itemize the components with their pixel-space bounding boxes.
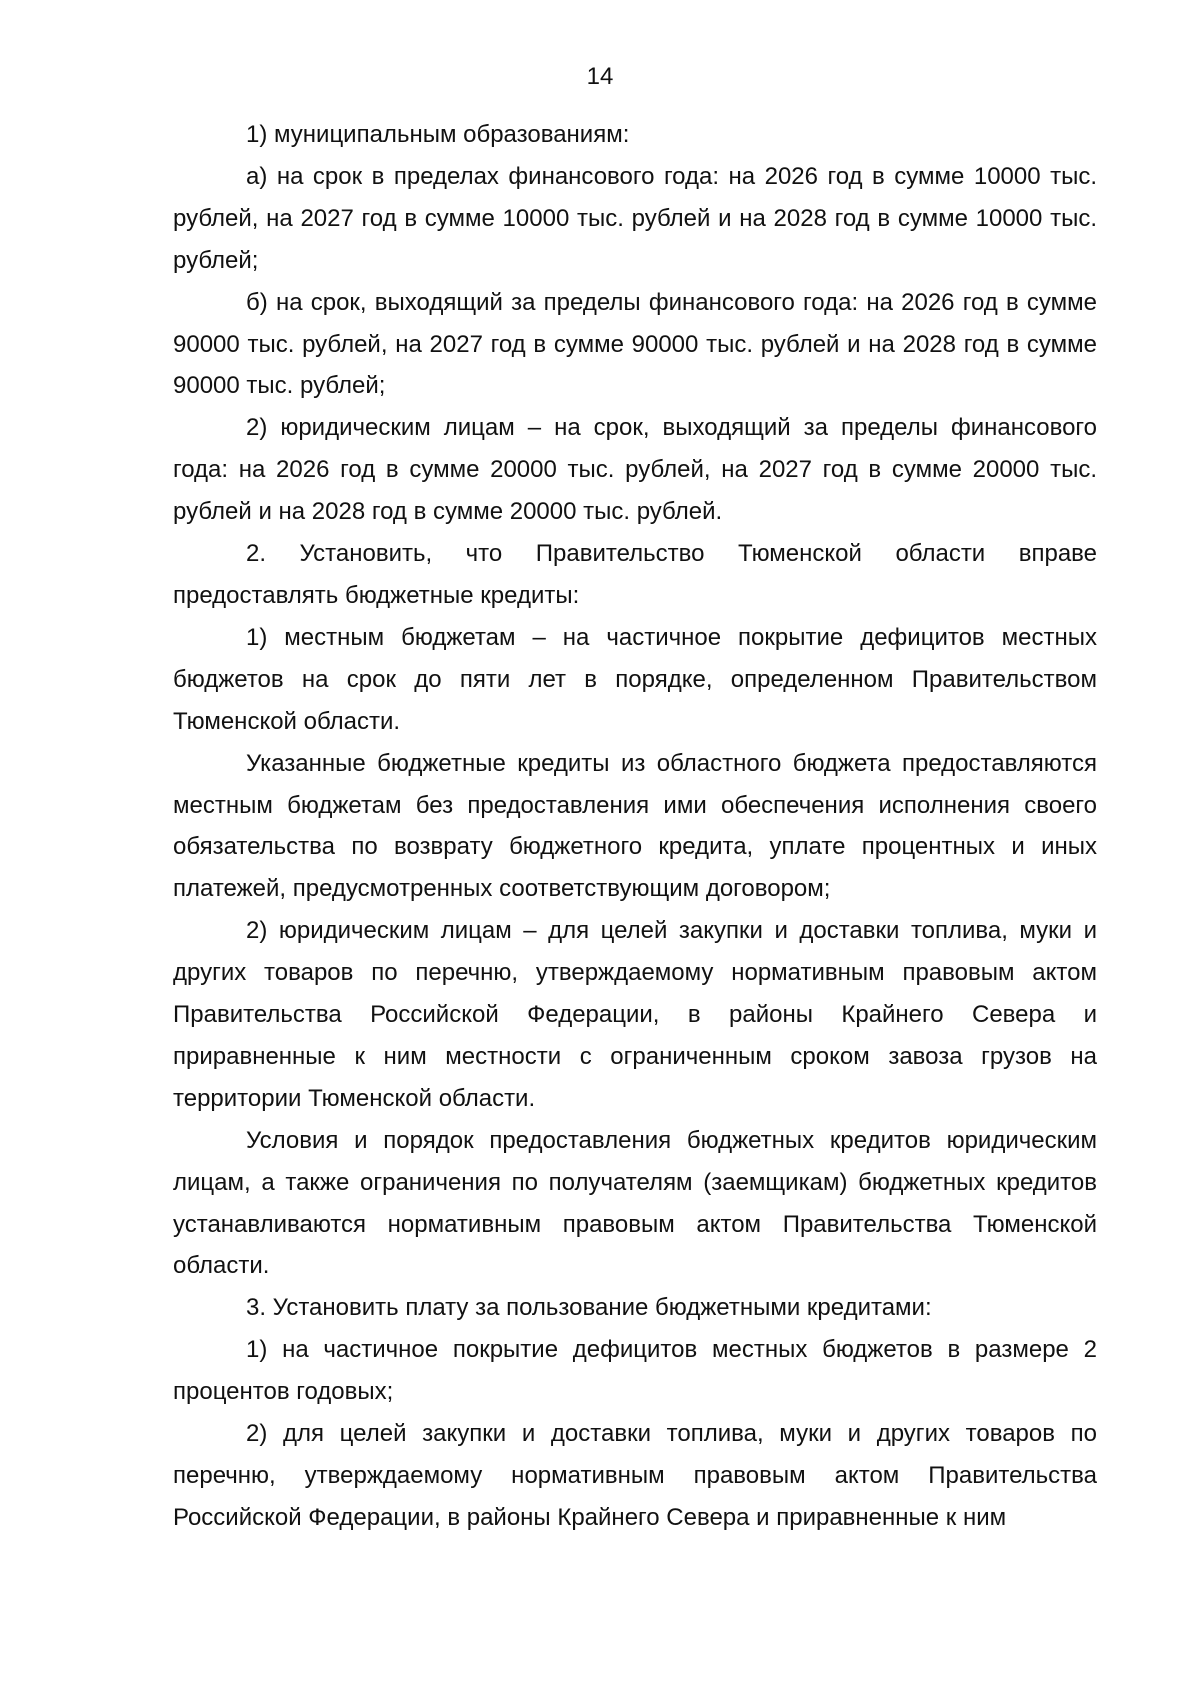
- paragraph: Указанные бюджетные кредиты из областного бюджета предоставляются местным бюджетам без предоставления ими обеспечения исполнения своего обязательства по возврату бюджетного кредита, уплате процентных и иных платежей, предусмотренных соответствующим договором;: [173, 749, 1097, 903]
- paragraph: б) на срок, выходящий за пределы финансового года: на 2026 год в сумме 90000 тыс. рублей, на 2027 год в сумме 90000 тыс. рублей и на 2028 год в сумме 90000 тыс. рублей;: [173, 288, 1097, 400]
- paragraph: 2) для целей закупки и доставки топлива, муки и других товаров по перечню, утверждаемому нормативным правовым актом Правительства Российской Федерации, в районы Крайнего Севера и приравненные к ним: [173, 1420, 1097, 1531]
- paragraph: 1) местным бюджетам – на частичное покрытие дефицитов местных бюджетов на срок до пяти лет в порядке, определенном Правительством Тюменской области.: [173, 623, 1097, 735]
- paragraph: 1) муниципальным образованиям:: [246, 121, 630, 148]
- paragraph: 2) юридическим лицам – на срок, выходящий за пределы финансового года: на 2026 год в сумме 20000 тыс. рублей, на 2027 год в сумме 20000 тыс. рублей и на 2028 год в сумме 20000 тыс. рублей.: [173, 414, 1097, 526]
- paragraph: 2. Установить, что Правительство Тюменской области вправе предоставлять бюджетные кредиты:: [173, 540, 1097, 609]
- paragraph: 2) юридическим лицам – для целей закупки и доставки топлива, муки и других товаров по перечню, утверждаемому нормативным правовым актом Правительства Российской Федерации, в районы Крайнего Севера и приравненные к ним местности с ограниченным сроком завоза грузов на территории Тюменской области.: [173, 917, 1097, 1112]
- paragraph: 1) на частичное покрытие дефицитов местных бюджетов в размере 2 процентов годовых;: [173, 1336, 1097, 1406]
- paragraph: а) на срок в пределах финансового года: на 2026 год в сумме 10000 тыс. рублей, на 2027 год в сумме 10000 тыс. рублей и на 2028 год в сумме 10000 тыс. рублей;: [173, 162, 1097, 274]
- document-body: [173, 114, 1097, 1539]
- paragraph: 3. Установить плату за пользование бюджетными кредитами:: [246, 1294, 932, 1322]
- paragraph: Условия и порядок предоставления бюджетных кредитов юридическим лицам, а также ограничения по получателям (заемщикам) бюджетных кредитов устанавливаются нормативным правовым актом Правительства Тюменской области.: [173, 1126, 1097, 1280]
- page-number: 14: [586, 63, 614, 90]
